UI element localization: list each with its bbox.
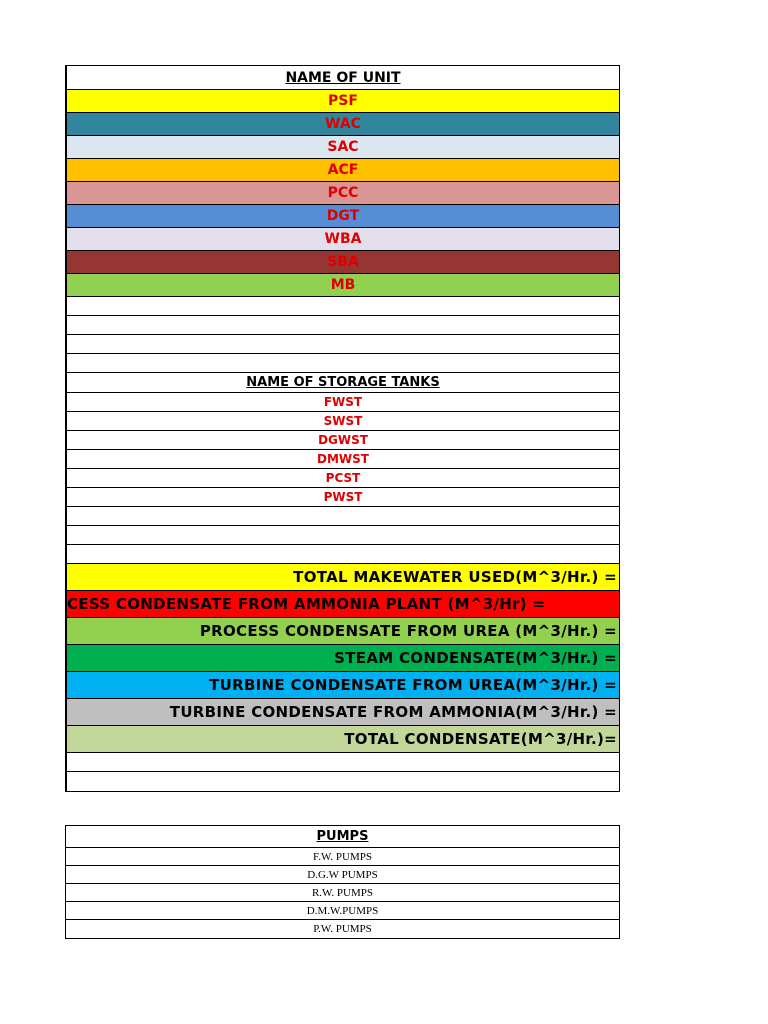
tank-row[interactable]: FWST: [67, 393, 619, 412]
total-row[interactable]: TOTAL CONDENSATE(M^3/Hr.)=: [67, 726, 619, 753]
tank-header: NAME OF STORAGE TANKS: [67, 373, 619, 393]
unit-row[interactable]: SAC: [67, 136, 619, 159]
main-sheet: [65, 65, 620, 792]
total-row[interactable]: TOTAL MAKEWATER USED(M^3/Hr.) =: [67, 564, 619, 591]
unit-row[interactable]: PSF: [67, 90, 619, 113]
blank-row[interactable]: [67, 772, 619, 791]
blank-row[interactable]: [67, 526, 619, 545]
blank-row[interactable]: [67, 354, 619, 373]
unit-header: NAME OF UNIT: [67, 66, 619, 90]
pumps-header: PUMPS: [66, 826, 619, 848]
pump-row[interactable]: F.W. PUMPS: [66, 848, 619, 866]
blank-row[interactable]: [67, 335, 619, 354]
pump-row[interactable]: D.G.W PUMPS: [66, 866, 619, 884]
pump-row[interactable]: D.M.W.PUMPS: [66, 902, 619, 920]
pumps-sheet: [65, 825, 620, 939]
unit-row[interactable]: WAC: [67, 113, 619, 136]
total-row[interactable]: PROCESS CONDENSATE FROM UREA (M^3/Hr.) =: [67, 618, 619, 645]
total-row[interactable]: TURBINE CONDENSATE FROM AMMONIA(M^3/Hr.) =: [67, 699, 619, 726]
pump-row[interactable]: R.W. PUMPS: [66, 884, 619, 902]
tank-row[interactable]: DMWST: [67, 450, 619, 469]
unit-row[interactable]: MB: [67, 274, 619, 297]
tank-row[interactable]: PCST: [67, 469, 619, 488]
tank-row[interactable]: SWST: [67, 412, 619, 431]
blank-row[interactable]: [67, 297, 619, 316]
unit-row[interactable]: ACF: [67, 159, 619, 182]
total-row[interactable]: STEAM CONDENSATE(M^3/Hr.) =: [67, 645, 619, 672]
unit-row[interactable]: SBA: [67, 251, 619, 274]
total-row[interactable]: TURBINE CONDENSATE FROM UREA(M^3/Hr.) =: [67, 672, 619, 699]
blank-row[interactable]: [67, 316, 619, 335]
unit-row[interactable]: PCC: [67, 182, 619, 205]
pump-row[interactable]: P.W. PUMPS: [313, 923, 372, 935]
blank-row[interactable]: [67, 753, 619, 772]
tank-row[interactable]: PWST: [67, 488, 619, 507]
blank-row[interactable]: [67, 507, 619, 526]
unit-row[interactable]: DGT: [67, 205, 619, 228]
total-row[interactable]: CESS CONDENSATE FROM AMMONIA PLANT (M^3/Hr) =: [67, 591, 619, 618]
tank-row[interactable]: DGWST: [67, 431, 619, 450]
unit-row[interactable]: WBA: [67, 228, 619, 251]
blank-row[interactable]: [67, 545, 619, 564]
